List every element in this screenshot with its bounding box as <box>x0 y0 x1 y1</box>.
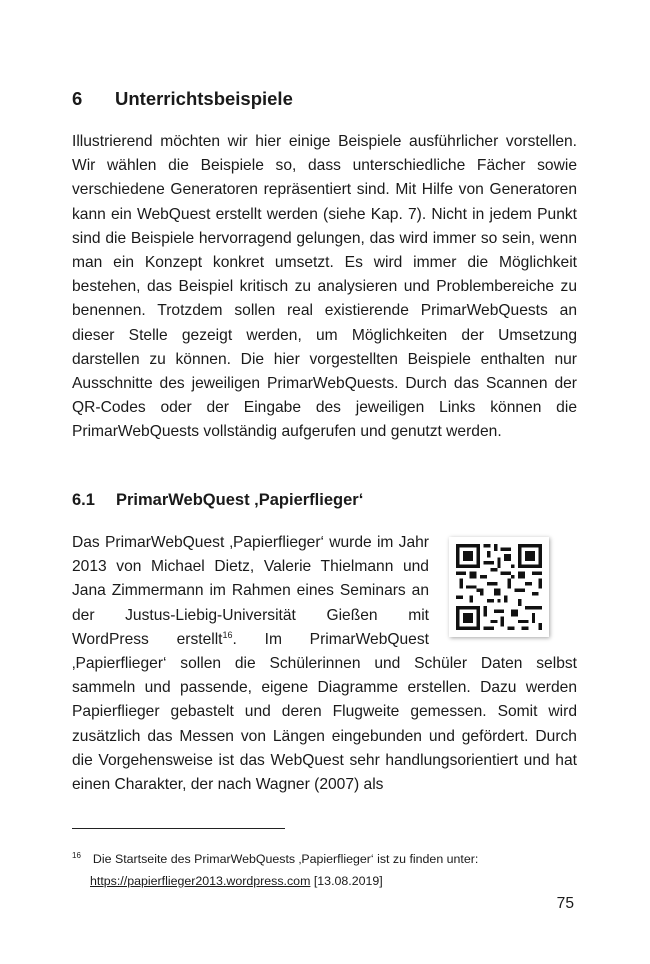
footnote-mark: 16 <box>72 850 81 860</box>
qr-code-icon <box>449 537 549 637</box>
intro-paragraph: Illustrierend möchten wir hier einige Beispiele ausführlicher vorstellen. Wir wählen die Beispiele so, dass unterschiedliche Fächer sowie verschiedene Generatoren repräsentiert sind. Mit Hilfe von Generatoren kann ein WebQuest erstellt werden (siehe Kap. 7). Nicht in jedem Punkt sind die Beispiele hervorragend gelungen, das wird immer so sein, wenn man ein Konzept konkret umsetzt. Es wird immer die Möglichkeit bestehen, das Beispiel kritisch zu analysieren und Problembereiche zu benennen. Trotzdem sollen real existierende PrimarWebQuests an dieser Stelle gezeigt werden, um Möglichkeiten der Umsetzung darstellen zu können. Die hier vorgestellten Beispiele enthalten nur Ausschnitte des jeweiligen PrimarWebQuests. Durch das Scannen der QR-Codes oder der Eingabe des jeweiligen Links können die PrimarWebQuests vollständig aufgerufen und genutzt werden. <box>72 133 577 441</box>
section-heading <box>72 491 363 510</box>
section-title: PrimarWebQuest ‚Papierflieger‘ <box>116 491 364 509</box>
section-number: 6.1 <box>72 491 95 509</box>
chapter-heading <box>72 88 293 110</box>
page-number: 75 <box>556 895 574 912</box>
footnote-link[interactable]: https://papierflieger2013.wordpress.com <box>90 874 311 888</box>
section-paragraph <box>72 531 577 797</box>
paragraph-text-start: Das PrimarWebQuest ‚Papierflieger‘ wurde im Jahr 2013 von Michael Dietz, Valerie Thielmann und Jana Zimmermann im Rahmen eines Seminars an der Justus-Liebig-Universität Gießen mit WordPress erstellt <box>72 534 429 648</box>
footnote-link-line <box>72 870 577 892</box>
footnote-reference[interactable]: 16 <box>222 629 233 640</box>
chapter-number: 6 <box>72 88 83 109</box>
footnote-divider <box>72 828 285 829</box>
footnote-date: [13.08.2019] <box>310 874 383 888</box>
footnote <box>72 848 577 892</box>
qr-code-image <box>449 537 549 637</box>
paragraph-text-end: . Im PrimarWebQuest ‚Papierflieger‘ sollen die Schülerinnen und Schüler Daten selbst sammeln und passende, eigene Diagramme erstellen. Dazu werden Papierflieger gebastelt und deren Flugweite gemessen. Somit wird zusätzlich das Messen von Längen eingebunden und gefördert. Durch die Vorgehensweise ist das WebQuest sehr handlungsorientiert und hat einen Charakter, der nach Wagner (2007) als <box>72 630 577 794</box>
chapter-title: Unterrichtsbeispiele <box>115 88 293 109</box>
footnote-text: Die Startseite des PrimarWebQuests ‚Papierflieger‘ ist zu finden unter: <box>92 852 479 866</box>
